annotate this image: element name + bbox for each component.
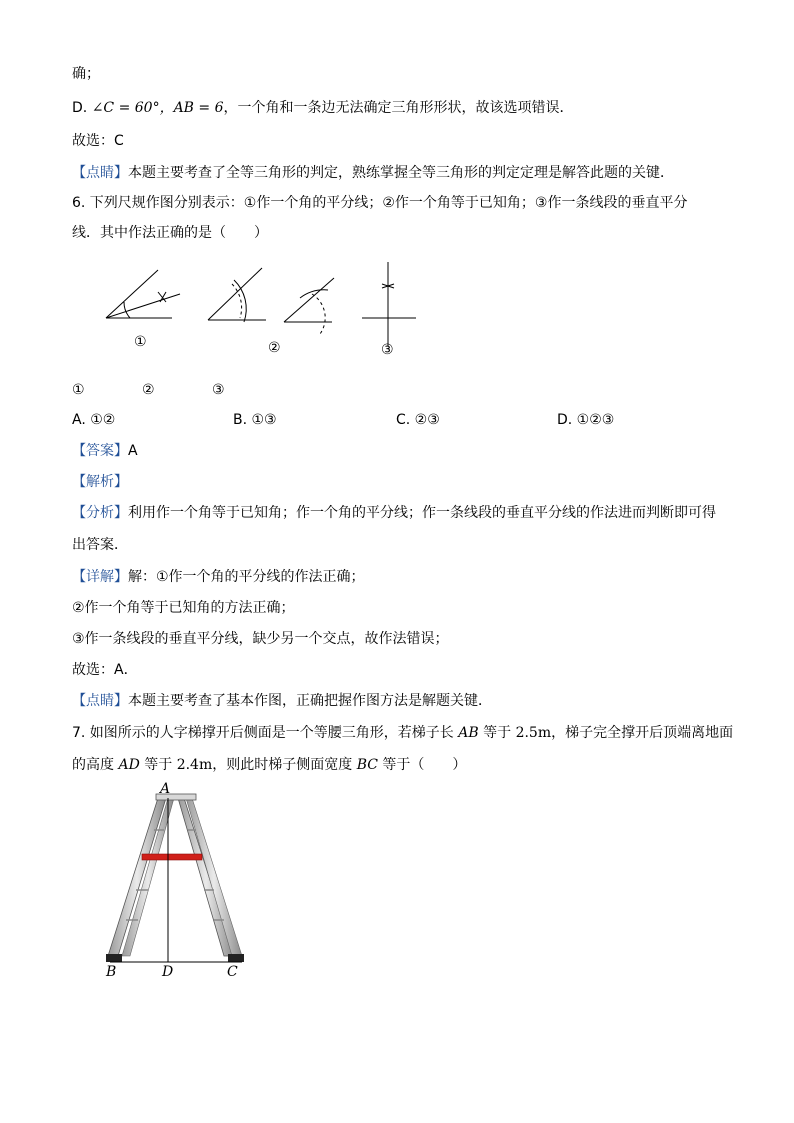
q6-fig-label-2: ② (268, 340, 281, 356)
point-d-label: D (162, 964, 174, 980)
q6-detail-text1: 解：①作一个角的平分线的作法正确； (128, 569, 365, 585)
q6-stem-line2: 线．其中作法正确的是（ ） (72, 225, 268, 241)
q6-fenxi-line1 (72, 503, 716, 523)
q5-comment-text: 本题主要考查了全等三角形的判定，熟练掌握全等三角形的判定定理是解答此题的关键． (128, 165, 674, 181)
q5-choice: 故选：C (72, 133, 124, 149)
q7-height: 2.4m (176, 757, 213, 773)
ladder-left-leg (108, 798, 174, 956)
q6-stem-line1: 6. 下列尺规作图分别表示：①作一个角的平分线；②作一个角等于已知角；③作一条线段的垂直平分 (72, 195, 688, 211)
figure-4-perpendicular-bisector (362, 262, 416, 346)
q7-length: 2.5m (515, 725, 552, 741)
q6-answer (72, 441, 138, 461)
q6-row-label-2: ② (142, 382, 155, 398)
q7-text-b: 等于 (478, 725, 516, 741)
q7-text-e: 等于 (139, 757, 177, 773)
q6-fenxi-text: 利用作一个角等于已知角；作一个角的平分线；作一条线段的垂直平分线的作法进而判断即可得 (128, 505, 716, 521)
q6-row-label-1: ① (72, 382, 85, 398)
ladder-right-leg (178, 798, 242, 956)
q6-fig-label-3: ③ (381, 342, 394, 358)
q6-option-a: A. ①② (72, 412, 116, 428)
q6-option-d: D. ①②③ (557, 412, 615, 428)
q7-text-a: 7. 如图所示的人字梯撑开后侧面是一个等腰三角形，若梯子长 (72, 725, 459, 741)
q6-comment (72, 691, 492, 711)
q6-option-c: C. ②③ (396, 412, 440, 428)
q7-text-f: ，则此时梯子侧面宽度 (212, 757, 357, 773)
q6-fig-label-1: ① (134, 334, 147, 350)
q6-analysis-tag: 【解析】 (72, 474, 128, 490)
q6-comment-text: 本题主要考查了基本作图，正确把握作图方法是解题关键． (128, 693, 492, 709)
figure-3-copy-angle (284, 278, 334, 334)
q6-choice: 故选：A． (72, 662, 138, 678)
q7-text-g: 等于（ ） (377, 757, 467, 773)
q6-detail-line1 (72, 567, 365, 587)
q5-option-d (72, 98, 574, 118)
q6-detail-line2: ②作一个角等于已知角的方法正确； (72, 600, 295, 616)
q7-bc: BC (356, 757, 378, 773)
point-a-label: A (160, 781, 171, 797)
point-b-label: B (106, 964, 117, 980)
figure-2-copy-angle (208, 268, 266, 322)
q6-fenxi-line2: 出答案． (72, 537, 128, 553)
q5-comment-tag: 【点睛】 (72, 165, 128, 181)
q6-fenxi-tag: 【分析】 (72, 505, 128, 521)
q7-ab: AB (458, 725, 479, 741)
q6-answer-tag: 【答案】 (72, 443, 128, 459)
q7-ad: AD (118, 757, 140, 773)
q6-answer-value: A (128, 443, 138, 459)
q7-text-d: 的高度 (72, 757, 119, 773)
q5-option-d-prefix: D. (72, 100, 92, 116)
q6-detail-tag: 【详解】 (72, 569, 128, 585)
ladder-foot-left (106, 954, 122, 962)
ladder-red-step (142, 854, 202, 860)
q7-ladder-figure (96, 780, 256, 985)
q7-text-c: ，梯子完全撑开后顶端离地面 (551, 725, 734, 741)
q6-row-label-3: ③ (212, 382, 225, 398)
q7-stem-line2 (72, 755, 466, 775)
figure-1-angle-bisector (106, 270, 180, 318)
q5-option-d-text: ，一个角和一条边无法确定三角形形状，故该选项错误． (223, 100, 574, 116)
q6-comment-tag: 【点睛】 (72, 693, 128, 709)
q7-stem-line1 (72, 723, 733, 743)
ladder-foot-right (228, 954, 244, 962)
q6-detail-line3: ③作一条线段的垂直平分线，缺少另一个交点，故作法错误； (72, 631, 449, 647)
q5-option-d-math: ∠C = 60°，AB = 6 (91, 100, 224, 116)
q6-option-b: B. ①③ (233, 412, 277, 428)
q5-comment (72, 163, 674, 183)
point-c-label: C (227, 964, 238, 980)
q5-tail-line: 确； (72, 66, 100, 82)
